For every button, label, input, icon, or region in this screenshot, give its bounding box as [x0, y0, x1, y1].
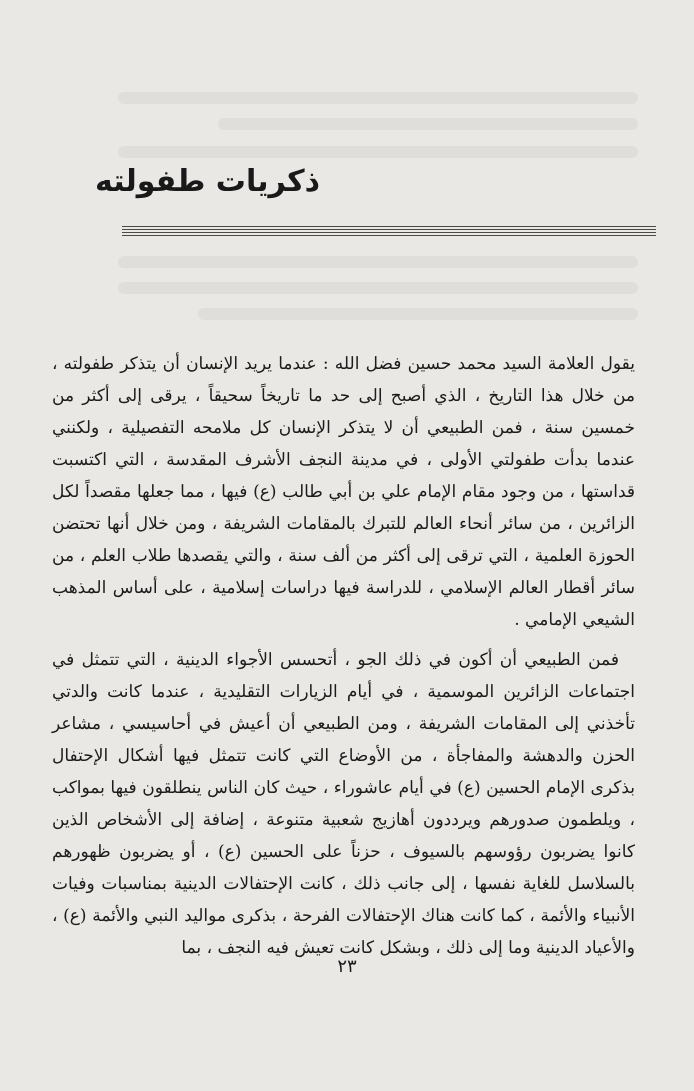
show-through-line	[118, 256, 638, 268]
show-through-line	[198, 308, 638, 320]
show-through-line	[118, 92, 638, 104]
paragraph: يقول العلامة السيد محمد حسين فضل الله : عندما يريد الإنسان أن يتذكر طفولته ، من خلال هذا التاريخ ، الذي أصبح إلى حد ما تاريخاً سحيقاً ، يرقى إلى أكثر من خمسين سنة ، فمن الطبيعي أن لا يتذكر الإنسان كل ملامحه التفصيلية ، ولكنني عندما بدأت طفولتي الأولى ، في مدينة النجف الأشرف المقدسة ، التي اكتسبت قداستها ، من وجود مقام الإمام علي بن أبي طالب (ع) فيها ، مما جعلها مقصداً لكل الزائرين ، من سائر أنحاء العالم للتبرك بالمقامات الشريفة ، ومن خلال أنها تحتضن الحوزة العلمية ، التي ترقى إلى أكثر من ألف سنة ، والتي يقصدها طلاب العلم ، من سائر أقطار العالم الإسلامي ، للدراسة فيها دراسات إسلامية ، على أساس المذهب الشيعي الإمامي .	[52, 354, 635, 630]
paragraph: فمن الطبيعي أن أكون في ذلك الجو ، أتحسس الأجواء الدينية ، التي تتمثل في اجتماعات الزائرين الموسمية ، في أيام الزيارات التقليدية ، عندما كانت والدتي تأخذني إلى المقامات الشريفة ، ومن الطبيعي أن أعيش في أحاسيسي ، مشاعر الحزن والدهشة والمفاجأة ، من الأوضاع التي كانت تتمثل فيها أشكال الإحتفال بذكرى الإمام الحسين (ع) في أيام عاشوراء ، حيث كان الناس ينطلقون فيها بمواكب ، ويلطمون صدورهم ويرددون أهازيج شعبية متنوعة ، إضافة إلى الأشخاص الذين كانوا يضربون رؤوسهم بالسيوف ، حزناً على الحسين (ع) ، أو يضربون ظهورهم بالسلاسل للغاية نفسها ، إلى جانب ذلك ، كانت الإحتفالات الدينية بمناسبات وفيات الأنبياء والأئمة ، كما كانت هناك الإحتفالات الفرحة ، بذكرى مواليد النبي والأئمة (ع) ، والأعياد الدينية وما إلى ذلك ، وبشكل كانت تعيش فيه النجف ، بما	[52, 650, 635, 958]
chapter-title: ذكريات طفولته	[95, 164, 320, 199]
show-through-line	[118, 282, 638, 294]
body-text	[52, 348, 635, 964]
show-through-line	[218, 118, 638, 130]
show-through-line	[118, 146, 638, 158]
page-number: ٢٣	[337, 956, 357, 977]
title-rule	[122, 226, 656, 238]
